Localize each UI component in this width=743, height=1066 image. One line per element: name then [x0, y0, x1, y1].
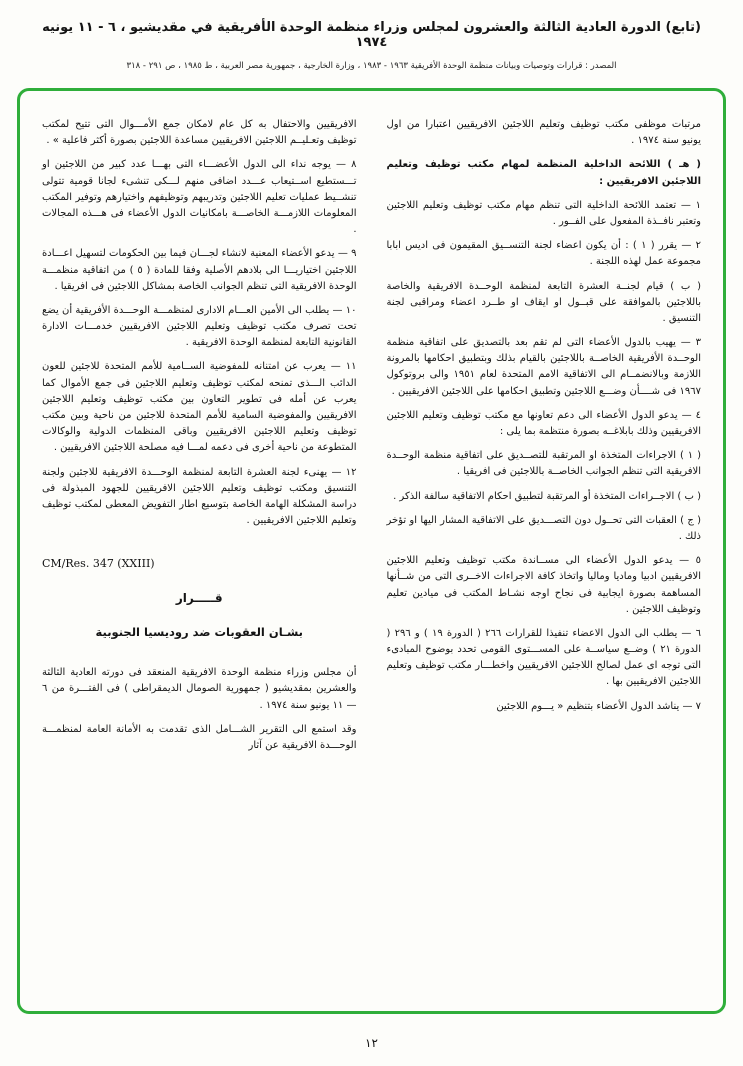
paragraph-council-preamble: أن مجلس وزراء منظمة الوحدة الافريقية المنعقد فى دورته العادية الثالثة والعشرين بمقديشيو ( جمهورية الصومال الديمقراطى ) فى الفتـــرة من ٦ — ١١ يونيو سنة ١٩٧٤ . — [42, 667, 357, 711]
paragraph-clause-4b: ( ب ) الاجــراءات المتخذة أو المرتقبة لتطبيق احكام الاتفاقية سالفة الذكر . — [393, 490, 701, 502]
page-header — [0, 0, 743, 71]
paragraph-clause-5: ٥ — يدعو الدول الأعضاء الى مســاندة مكتب توظيف وتعليم اللاجئين الافريقيين ادبيا وماديا وماليا واتخاذ كافة الاجراءات الاخــرى التى من شــأنها المساهمة بصورة ايجابية فى نجاح اوجه نشـاط المكتب فى ميادين تعليم وتوظيف اللاجئين . — [386, 555, 701, 615]
paragraph-clause-2b: ( ب ) قيام لجنــة العشرة التابعة لمنظمة الوحــدة الافريقية والخاصة باللاجئين بالموافقة على قبــول او ايقاف او طــرد اعضاء ومراقبى لجنة التنسيق . — [386, 280, 701, 324]
session-title: (تابع) الدورة العادية الثالثة والعشرون لمجلس وزراء منظمة الوحدة الأفريقية في مقديشيو ، ٦ - ١١ يونيه ١٩٧٤ — [42, 20, 701, 50]
paragraph-clause-1: ١ — تعتمد اللائحة الداخلية التى تنظم مهام مكتب توظيف وتعليم اللاجئين وتعتبر نافــذة المفعول على الفــور . — [386, 199, 701, 227]
paragraph-clause-7-continued: الافريقيين والاحتفال به كل عام لامكان جمع الأمـــوال التى تتيح لمكتب توظيف وتعـليــم اللاجئين الافريقيين مساعدة اللاجئين بصورة أكثر فاعلية » . — [42, 119, 357, 147]
resolution-subtitle-sanctions-rhodesia: بشـان العقوبات ضد روديسيا الجنوبية — [95, 624, 303, 639]
paragraph-clause-7: ٧ — يناشد الدول الأعضاء بتنظيم « يـــوم اللاجئين — [496, 700, 701, 712]
paragraph-clause-6: ٦ — يطلب الى الدول الاعضاء تنفيذا للقرارات ٢٦٦ ( الدورة ١٩ ) و ٢٩٦ ( الدورة ٢١ ) وضــع سياســة على المســـتوى القومى تحدد بوضوح المبادىء التى توجه اى عمل لصالح اللاجئين الافريقيين واخطـــار مكتب توظيف وتعليم اللاجئين الافريقيين بها . — [386, 627, 702, 688]
paragraph-clause-2: ٢ — يقرر ( ١ ) : أن يكون اعضاء لجنة التنســيق المقيمون فى اديس ابابا مجموعة عمل لهذه اللجنة . — [386, 240, 701, 268]
paragraph-clause-4c: ( ج ) العقبات التى تحــول دون التصـــديق على الاتفاقية المشار اليها او تؤخر ذلك . — [386, 514, 701, 542]
paragraph-clause-10: ١٠ — يطلب الى الأمين العـــام الادارى لمنظمـــة الوحـــدة الأفريقية أن يضع تحت تصرف مكتب توظيف وتعليم اللاجئين الافريقيين خدمـــات الادارة القانونية التابعة لمنظمة الوحدة الافريقية . — [42, 304, 357, 349]
green-border-content-box — [17, 88, 726, 1014]
paragraph-clause-4: ٤ — يدعو الدول الأعضاء الى دعم تعاونها مع مكتب توظيف وتعليم اللاجئين الافريقيين وذلك بابلاغــه بصورة منتظمة بما يلى : — [386, 409, 701, 437]
section-heading-internal-regulations: ( هـ ) اللائحة الداخلية المنظمة لمهام مكتب توظيف وتعليم اللاجئين الافريقيين : — [386, 159, 701, 187]
paragraph-having-heard-report: وقد استمع الى التقرير الشـــامل الذى تقدمت به الأمانة العامة لمنظمـــة الوحـــدة الافريقية عن آثار — [42, 723, 357, 751]
right-column — [387, 117, 702, 993]
source-citation: المصدر : قرارات وتوصيات وبيانات منظمة الوحدة الأفريقية ١٩٦٣ - ١٩٨٣ ، وزارة الخارجية ، جمهورية مصر العربية ، ط ١٩٨٥ ، ص ٢٩١ - ٣١٨ — [126, 61, 617, 71]
resolution-title: قـــــرار — [175, 591, 223, 606]
page-number: ١٢ — [365, 1036, 378, 1050]
paragraph-clause-3: ٣ — يهيب بالدول الأعضاء التى لم تقم بعد بالتصديق على اتفاقية منظمة الوحــدة الأفريقية الخاصــة باللاجئين بالقيام بذلك وبتطبيق احكامها بالمرونة اللازمة وبالانضمــام الى الاتفاقية الامم المتحدة لعام ١٩٥١ والى بروتوكول ١٩٦٧ فى شــــأن وضـــع اللاجئين وتطبيق احكامها على اللاجئين الافريقيين . — [386, 337, 701, 397]
paragraph-salaries: مرتبات موظفى مكتب توظيف وتعليم اللاجئين الافريقيين اعتبارا من اول يونيو سنة ١٩٧٤ . — [386, 119, 701, 147]
paragraph-clause-11: ١١ — يعرب عن امتنانه للمفوضية الســامية للأمم المتحدة للاجئين للعون الدائب الـــذى تمنحه لمكتب توظيف وتعليم اللاجئين فى جمع الأموال كما يعرب عن أمله فى تطوير التعاون بين مكتب توظيف وتعليم اللاجئين الافريقيين والمفوضية السامية للأمم المتحدة للاجئين من ناحية وبين مكتب توظيف وتعليم اللاجئين الافريقيين وباقى المنظمات الدولية والوكالات المتطوعة من ناحية أخرى فى دعمه لمـــا فيه مصلحة اللاجئين الافريقيين . — [42, 361, 357, 454]
resolution-number: CM/Res. 347 (XXIII) — [42, 557, 155, 571]
paragraph-clause-8: ٨ — يوجه نداء الى الدول الأعضـــاء التى بهـــا عدد كبير من اللاجئين او تـــستطيع اســتيعاب عـــدد اضافى منهم لـــكى تنشىء لجانا قومية تتولى تنشــيط عمليات تعليم اللاجئين وتدريبهم وتوظيفهم واختيارهم وتوفير المكتب المعلومات اللازمـــة الخاصـــة بامكانيات الدول الأعضاء فى هـــذه المجالات . — [42, 159, 357, 236]
paragraph-clause-4a: ( ١ ) الاجراءات المتخذة او المرتقبة للتصــديق على اتفاقية منظمة الوحــدة الافريقية التى تنظم الجوانب الخاصــة باللاجئين فى افريقيا . — [386, 450, 701, 478]
paragraph-clause-12: ١٢ — يهنىء لجنة العشرة التابعة لمنظمة الوحـــدة الافريقية للاجئين ولجنة التنسيق ومكتب توظيف وتعليم اللاجئين الافريقيين للجهود المبذولة فى دراسة المشكلة الهامة الخاصة بتوسيع اطار التفويض المعطى لمكتب توظيف وتعليم اللاجئين الافريقيين . — [42, 466, 357, 527]
left-column — [42, 117, 357, 993]
paragraph-clause-9: ٩ — يدعو الأعضاء المعنية لانشاء لجـــان فيما بين الحكومات لتسهيل اعـــادة اللاجئين اختياريـــا الى بلادهم الأصلية وفقا للمادة ( ٥ ) من اتفاقية منظمـــة الوحدة الافريقية التى تنظم الجوانب الخاصة بمشاكل اللاجئين فى افريقيا . — [42, 248, 357, 292]
